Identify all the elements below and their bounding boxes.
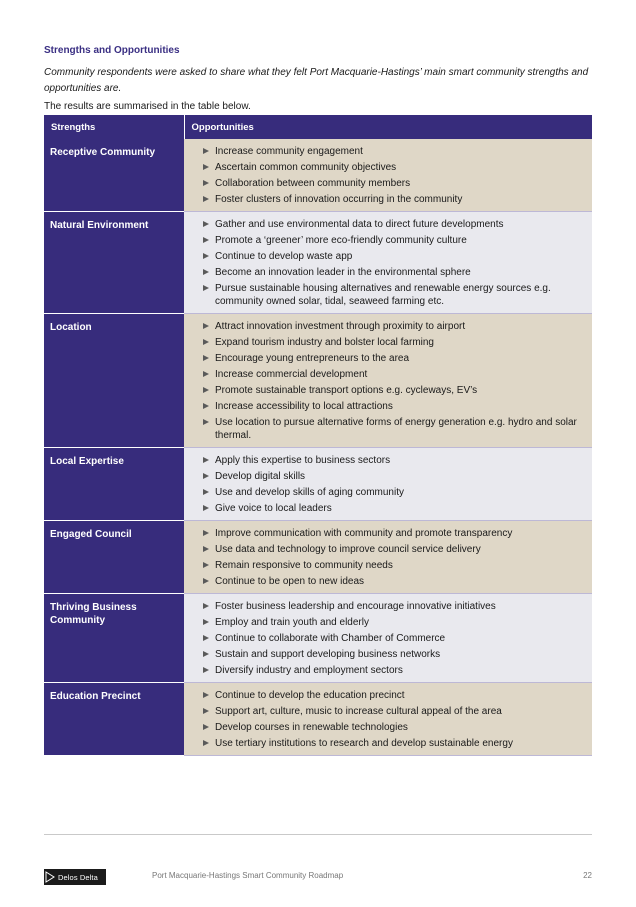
opportunities-list (203, 527, 586, 588)
list-item (203, 400, 586, 413)
triangle-bullet-icon (203, 323, 209, 329)
list-item (203, 193, 586, 206)
opportunity-text: Remain responsive to community needs (215, 560, 393, 571)
opportunities-cell (184, 448, 592, 521)
triangle-bullet-icon (203, 546, 209, 552)
column-header-opportunities: Opportunities (184, 115, 592, 139)
opportunity-text: Promote a ‘greener’ more eco-friendly community culture (215, 235, 467, 246)
column-header-strengths: Strengths (44, 115, 184, 139)
triangle-bullet-icon (203, 505, 209, 511)
list-item (203, 218, 586, 231)
triangle-bullet-icon (203, 180, 209, 186)
list-item (203, 145, 586, 158)
triangle-bullet-icon (203, 148, 209, 154)
list-item (203, 282, 586, 308)
strength-cell: Education Precinct (44, 683, 184, 756)
opportunity-text: Encourage young entrepreneurs to the area (215, 353, 410, 364)
list-item (203, 737, 586, 750)
list-item (203, 543, 586, 556)
triangle-bullet-icon (203, 708, 209, 714)
triangle-bullet-icon (203, 269, 209, 275)
list-item (203, 486, 586, 499)
table-row (44, 448, 592, 521)
opportunity-text: Improve communication with community and promote transparency (215, 528, 513, 539)
triangle-bullet-icon (203, 619, 209, 625)
opportunity-text: Increase community engagement (215, 146, 363, 157)
triangle-bullet-icon (203, 419, 209, 425)
triangle-bullet-icon (203, 285, 209, 291)
triangle-bullet-icon (203, 387, 209, 393)
opportunity-text: Continue to develop waste app (215, 251, 353, 262)
footer-divider (44, 834, 592, 835)
list-item (203, 161, 586, 174)
opportunities-list (203, 454, 586, 515)
delos-delta-logo (44, 869, 106, 885)
list-item (203, 320, 586, 333)
logo-text: Delos Delta (58, 872, 98, 882)
list-item (203, 352, 586, 365)
opportunity-text: Use data and technology to improve council service delivery (215, 544, 481, 555)
opportunities-cell (184, 314, 592, 448)
list-item (203, 384, 586, 397)
list-item (203, 721, 586, 734)
list-item (203, 559, 586, 572)
triangle-bullet-icon (203, 221, 209, 227)
triangle-bullet-icon (203, 339, 209, 345)
strength-cell: Local Expertise (44, 448, 184, 521)
list-item (203, 454, 586, 467)
list-item (203, 705, 586, 718)
opportunity-text: Support art, culture, music to increase cultural appeal of the area (215, 706, 502, 717)
opportunity-text: Develop courses in renewable technologies (215, 722, 408, 733)
opportunity-text: Use tertiary institutions to research and develop sustainable energy (215, 738, 513, 749)
strength-cell: Location (44, 314, 184, 448)
table-row (44, 521, 592, 594)
list-item (203, 527, 586, 540)
opportunities-list (203, 320, 586, 442)
strength-cell: Engaged Council (44, 521, 184, 594)
page-number: 22 (583, 871, 592, 880)
opportunity-text: Increase accessibility to local attractions (215, 401, 393, 412)
opportunity-text: Give voice to local leaders (215, 503, 332, 514)
opportunity-text: Foster clusters of innovation occurring in the community (215, 194, 463, 205)
triangle-bullet-icon (203, 237, 209, 243)
opportunity-text: Use location to pursue alternative forms of energy generation e.g. hydro and solar thermal. (215, 417, 577, 441)
opportunity-text: Expand tourism industry and bolster local farming (215, 337, 434, 348)
triangle-bullet-icon (203, 603, 209, 609)
triangle-bullet-icon (203, 578, 209, 584)
opportunity-text: Become an innovation leader in the environmental sphere (215, 267, 471, 278)
triangle-bullet-icon (203, 740, 209, 746)
section-heading: Strengths and Opportunities (44, 45, 180, 56)
table-row (44, 139, 592, 212)
opportunities-cell (184, 594, 592, 683)
list-item (203, 664, 586, 677)
table-row (44, 683, 592, 756)
opportunity-text: Foster business leadership and encourage innovative initiatives (215, 601, 496, 612)
triangle-bullet-icon (203, 457, 209, 463)
opportunities-list (203, 600, 586, 677)
delta-logo-icon (44, 869, 56, 885)
list-item (203, 416, 586, 442)
opportunities-cell (184, 212, 592, 314)
triangle-bullet-icon (203, 489, 209, 495)
opportunities-cell (184, 521, 592, 594)
opportunities-cell (184, 139, 592, 212)
opportunities-list (203, 145, 586, 206)
triangle-bullet-icon (203, 403, 209, 409)
list-item (203, 234, 586, 247)
list-item (203, 575, 586, 588)
opportunity-text: Pursue sustainable housing alternatives and renewable energy sources e.g. community owned solar, tidal, seaweed farming etc. (215, 283, 551, 307)
opportunity-text: Promote sustainable transport options e.g. cycleways, EV’s (215, 385, 478, 396)
opportunity-text: Gather and use environmental data to direct future developments (215, 219, 504, 230)
table-intro-note: The results are summarised in the table below. (44, 101, 251, 112)
list-item (203, 250, 586, 263)
triangle-bullet-icon (203, 164, 209, 170)
list-item (203, 336, 586, 349)
opportunity-text: Ascertain common community objectives (215, 162, 397, 173)
triangle-bullet-icon (203, 562, 209, 568)
list-item (203, 177, 586, 190)
opportunity-text: Continue to be open to new ideas (215, 576, 364, 587)
list-item (203, 266, 586, 279)
opportunity-text: Employ and train youth and elderly (215, 617, 369, 628)
table-header-row (44, 115, 592, 139)
opportunity-text: Continue to collaborate with Chamber of Commerce (215, 633, 446, 644)
opportunity-text: Develop digital skills (215, 471, 306, 482)
opportunity-text: Increase commercial development (215, 369, 368, 380)
table-row (44, 314, 592, 448)
list-item (203, 616, 586, 629)
document-body (44, 44, 592, 756)
triangle-bullet-icon (203, 724, 209, 730)
triangle-bullet-icon (203, 651, 209, 657)
list-item (203, 368, 586, 381)
strength-cell: Thriving Business Community (44, 594, 184, 683)
table-row (44, 594, 592, 683)
strength-cell: Receptive Community (44, 139, 184, 212)
triangle-bullet-icon (203, 473, 209, 479)
intro-paragraph: Community respondents were asked to share what they felt Port Macquarie-Hastings’ main smart community strengths and opportunities are. (44, 67, 589, 94)
triangle-bullet-icon (203, 692, 209, 698)
list-item (203, 600, 586, 613)
opportunity-text: Apply this expertise to business sectors (215, 455, 391, 466)
list-item (203, 689, 586, 702)
triangle-bullet-icon (203, 355, 209, 361)
opportunities-list (203, 218, 586, 308)
opportunity-text: Sustain and support developing business networks (215, 649, 441, 660)
list-item (203, 632, 586, 645)
opportunity-text: Attract innovation investment through proximity to airport (215, 321, 466, 332)
opportunity-text: Use and develop skills of aging community (215, 487, 404, 498)
strength-cell: Natural Environment (44, 212, 184, 314)
triangle-bullet-icon (203, 371, 209, 377)
opportunity-text: Continue to develop the education precinct (215, 690, 405, 701)
footer-document-title: Port Macquarie-Hastings Smart Community Roadmap (152, 871, 344, 880)
opportunity-text: Diversify industry and employment sectors (215, 665, 403, 676)
list-item (203, 502, 586, 515)
triangle-bullet-icon (203, 530, 209, 536)
opportunity-text: Collaboration between community members (215, 178, 411, 189)
table-body (44, 139, 592, 756)
triangle-bullet-icon (203, 253, 209, 259)
triangle-bullet-icon (203, 635, 209, 641)
triangle-bullet-icon (203, 667, 209, 673)
opportunities-list (203, 689, 586, 750)
triangle-bullet-icon (203, 196, 209, 202)
table-row (44, 212, 592, 314)
opportunities-cell (184, 683, 592, 756)
strengths-opportunities-table (44, 115, 592, 756)
list-item (203, 648, 586, 661)
list-item (203, 470, 586, 483)
